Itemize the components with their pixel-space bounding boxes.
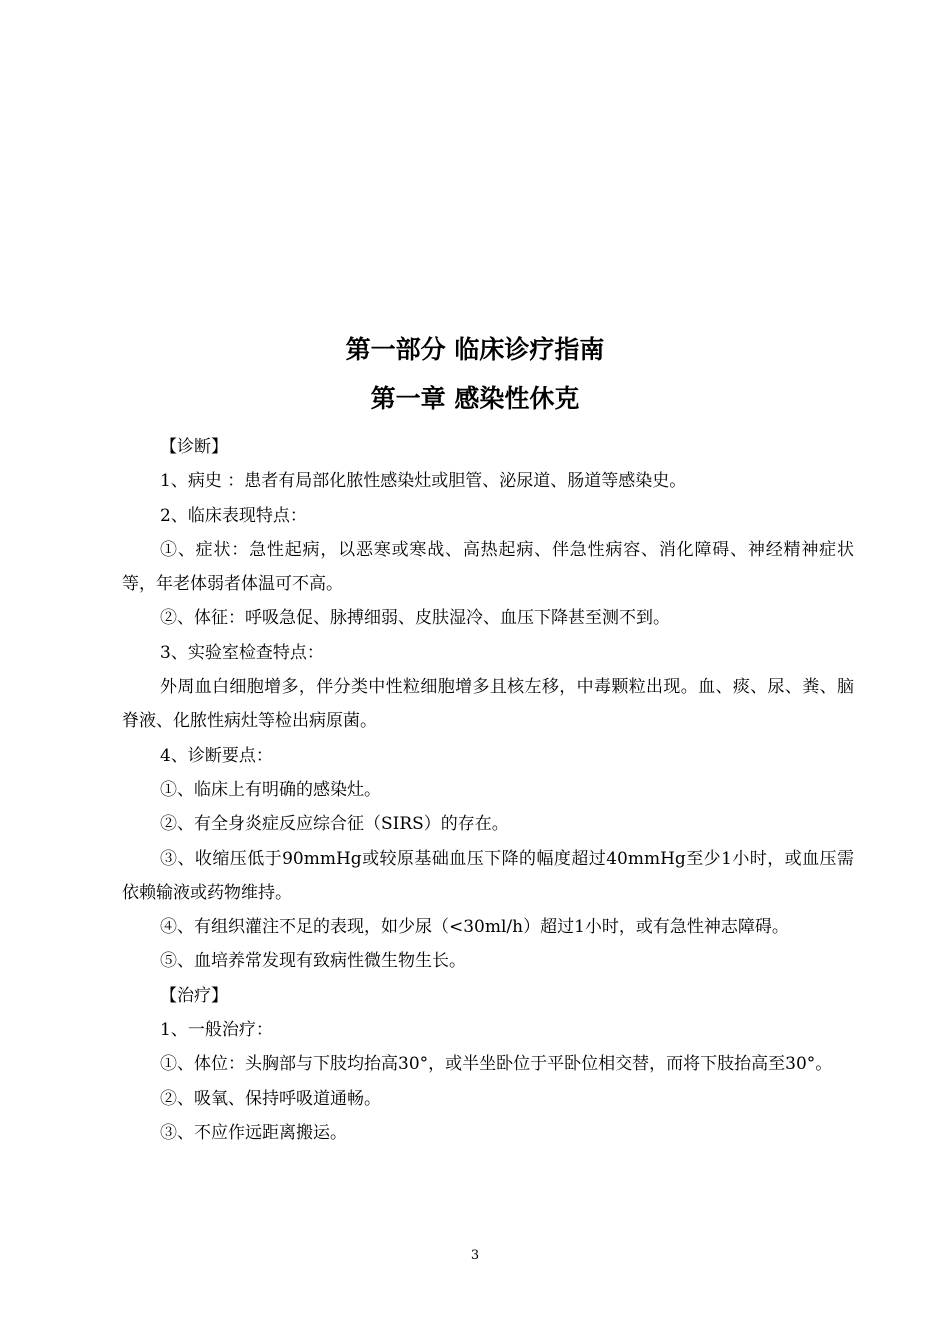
page-number: 3 (470, 1248, 480, 1263)
paragraph-point-4: ④、有组织灌注不足的表现，如少尿（<30ml/h）超过1小时，或有急性神志障碍。 (160, 917, 789, 938)
section-heading-treatment: 【治疗】 (160, 985, 228, 1006)
paragraph-symptoms: ①、症状：急性起病，以恶寒或寒战、高热起病、伴急性病容、消化障碍、神经精神症状等，年老体弱者体温可不高。 (122, 539, 854, 595)
paragraph-position: ①、体位：头胸部与下肢均抬高30°，或半坐卧位于平卧位相交替，而将下肢抬高至30°。 (160, 1054, 833, 1075)
section-heading-diagnosis: 【诊断】 (160, 437, 228, 457)
paragraph-signs: ②、体征：呼吸急促、脉搏细弱、皮肤湿冷、血压下降甚至测不到。 (160, 608, 670, 629)
paragraph-point-1: ①、临床上有明确的感染灶。 (160, 779, 381, 800)
paragraph-point-3: ③、收缩压低于90mmHg或较原基础血压下降的幅度超过40mmHg至少1小时，或血压需依赖输液或药物维持。 (122, 848, 854, 903)
paragraph-point-5: ⑤、血培养常发现有致病性微生物生长。 (160, 951, 466, 972)
paragraph-oxygen: ②、吸氧、保持呼吸道通畅。 (160, 1088, 381, 1109)
paragraph-point-2: ②、有全身炎症反应综合征（SIRS）的存在。 (160, 814, 509, 835)
paragraph-lab-findings: 外周血白细胞增多，伴分类中性粒细胞增多且核左移，中毒颗粒出现。血、痰、尿、粪、脑脊液、化脓性病灶等检出病原菌。 (122, 677, 854, 732)
paragraph-general-treatment-heading: 1、一般治疗： (160, 1020, 273, 1041)
chapter-title: 第一章 感染性休克 (370, 384, 580, 413)
paragraph-transport: ③、不应作远距离搬运。 (160, 1122, 347, 1143)
document-body (122, 430, 854, 1150)
paragraph-lab-heading: 3、实验室检查特点： (160, 642, 324, 663)
paragraph-history: 1、病史 ：患者有局部化脓性感染灶或胆管、泌尿道、肠道等感染史。 (160, 471, 687, 492)
paragraph-diagnosis-points-heading: 4、诊断要点： (160, 745, 273, 766)
paragraph-clinical-features-heading: 2、临床表现特点： (160, 505, 307, 526)
part-title: 第一部分 临床诊疗指南 (345, 335, 605, 364)
